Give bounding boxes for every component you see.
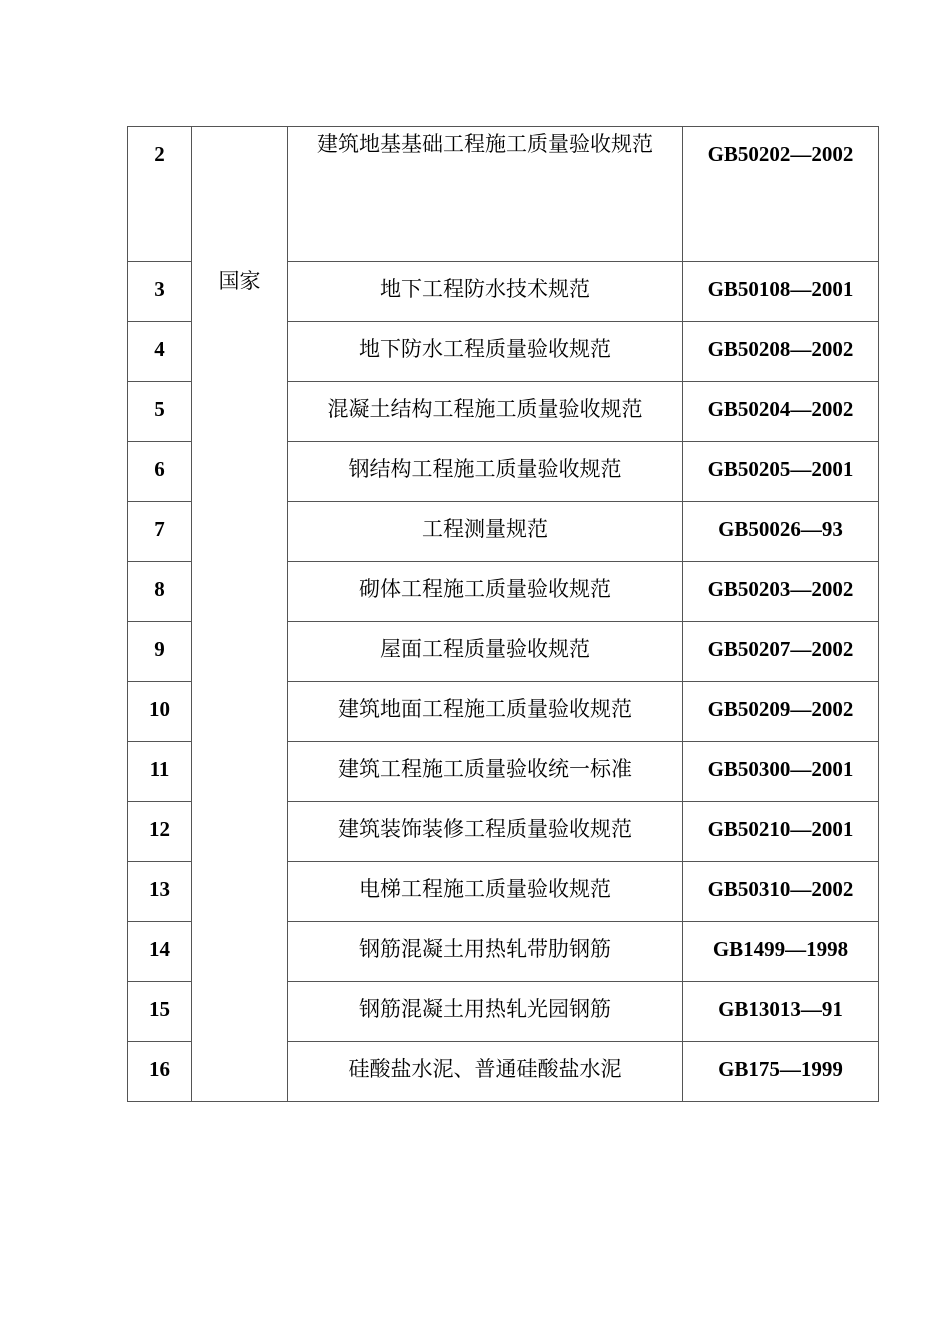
standard-name: 建筑地基基础工程施工质量验收规范 xyxy=(317,132,653,156)
row-number-cell xyxy=(128,382,192,442)
standard-name: 电梯工程施工质量验收规范 xyxy=(359,877,611,901)
standard-name-cell xyxy=(288,442,683,502)
row-number: 12 xyxy=(149,817,170,841)
standard-code-cell xyxy=(683,127,879,262)
standard-code: GB50208—2002 xyxy=(707,337,854,361)
standard-code: GB175—1999 xyxy=(718,1057,843,1081)
standard-code-cell xyxy=(683,622,879,682)
standard-name: 建筑工程施工质量验收统一标准 xyxy=(338,757,632,781)
standard-code: GB50202—2002 xyxy=(707,142,854,166)
row-number: 15 xyxy=(149,997,170,1021)
row-number-cell xyxy=(128,982,192,1042)
row-number: 10 xyxy=(149,697,170,721)
standard-code: GB50207—2002 xyxy=(707,637,854,661)
standard-name-cell xyxy=(288,562,683,622)
row-number-cell xyxy=(128,682,192,742)
standard-code-cell xyxy=(683,322,879,382)
standard-name-cell xyxy=(288,742,683,802)
standard-name-cell xyxy=(288,922,683,982)
standard-code-cell xyxy=(683,502,879,562)
standard-name: 建筑地面工程施工质量验收规范 xyxy=(338,697,632,721)
standard-name-cell xyxy=(288,682,683,742)
standard-code: GB50205—2001 xyxy=(707,457,854,481)
standard-code-cell xyxy=(683,802,879,862)
standard-code-cell xyxy=(683,742,879,802)
standard-name-cell xyxy=(288,382,683,442)
standard-name: 地下防水工程质量验收规范 xyxy=(359,337,611,361)
standard-code-cell xyxy=(683,982,879,1042)
row-number: 8 xyxy=(154,577,165,601)
standard-code: GB50210—2001 xyxy=(707,817,854,841)
row-number-cell xyxy=(128,442,192,502)
standard-code: GB50209—2002 xyxy=(707,697,854,721)
standard-code: GB50026—93 xyxy=(718,517,843,541)
table-row xyxy=(128,127,879,262)
standard-code: GB50204—2002 xyxy=(707,397,854,421)
row-number-cell xyxy=(128,127,192,262)
standard-name-cell xyxy=(288,802,683,862)
standard-code: GB50310—2002 xyxy=(707,877,854,901)
row-number: 9 xyxy=(154,637,165,661)
row-number: 3 xyxy=(154,277,165,301)
standard-name: 钢筋混凝土用热轧带肋钢筋 xyxy=(359,937,611,961)
standard-name-cell xyxy=(288,502,683,562)
row-number: 4 xyxy=(154,337,165,361)
standard-name-cell xyxy=(288,1042,683,1102)
standard-name: 屋面工程质量验收规范 xyxy=(380,637,590,661)
row-number: 13 xyxy=(149,877,170,901)
standard-code-cell xyxy=(683,862,879,922)
row-number: 16 xyxy=(149,1057,170,1081)
row-number-cell xyxy=(128,742,192,802)
row-number-cell xyxy=(128,322,192,382)
category-cell xyxy=(192,127,288,1102)
standard-code-cell xyxy=(683,682,879,742)
standard-name: 混凝土结构工程施工质量验收规范 xyxy=(327,397,643,421)
standard-code-cell xyxy=(683,442,879,502)
row-number-cell xyxy=(128,562,192,622)
row-number-cell xyxy=(128,1042,192,1102)
row-number-cell xyxy=(128,262,192,322)
row-number: 14 xyxy=(149,937,170,961)
row-number-cell xyxy=(128,502,192,562)
standard-code: GB50300—2001 xyxy=(707,757,854,781)
row-number: 7 xyxy=(154,517,165,541)
row-number-cell xyxy=(128,802,192,862)
standard-name: 工程测量规范 xyxy=(422,517,548,541)
standard-name-cell xyxy=(288,982,683,1042)
standard-code-cell xyxy=(683,922,879,982)
standard-code: GB50108—2001 xyxy=(707,277,854,301)
row-number-cell xyxy=(128,862,192,922)
row-number: 2 xyxy=(154,142,165,166)
standard-name: 地下工程防水技术规范 xyxy=(380,277,590,301)
standard-code-cell xyxy=(683,262,879,322)
standard-name-cell xyxy=(288,262,683,322)
standard-name: 砌体工程施工质量验收规范 xyxy=(359,577,611,601)
standard-name: 建筑装饰装修工程质量验收规范 xyxy=(338,817,632,841)
standard-name-cell xyxy=(288,622,683,682)
standard-code-cell xyxy=(683,562,879,622)
row-number: 5 xyxy=(154,397,165,421)
row-number-cell xyxy=(128,622,192,682)
row-number: 6 xyxy=(154,457,165,481)
standard-code-cell xyxy=(683,382,879,442)
standard-name-cell xyxy=(288,322,683,382)
standards-table xyxy=(127,126,879,1102)
standard-name-cell xyxy=(288,862,683,922)
standard-name-cell xyxy=(288,127,683,262)
standard-code: GB1499—1998 xyxy=(712,937,849,961)
standard-name: 硅酸盐水泥、普通硅酸盐水泥 xyxy=(348,1057,622,1081)
standard-code-cell xyxy=(683,1042,879,1102)
standard-name: 钢筋混凝土用热轧光园钢筋 xyxy=(359,997,611,1021)
standard-name: 钢结构工程施工质量验收规范 xyxy=(348,457,622,481)
standard-code: GB50203—2002 xyxy=(707,577,854,601)
row-number-cell xyxy=(128,922,192,982)
row-number: 11 xyxy=(149,757,170,781)
category-label: 国家 xyxy=(218,269,261,293)
standard-code: GB13013—91 xyxy=(718,997,843,1021)
